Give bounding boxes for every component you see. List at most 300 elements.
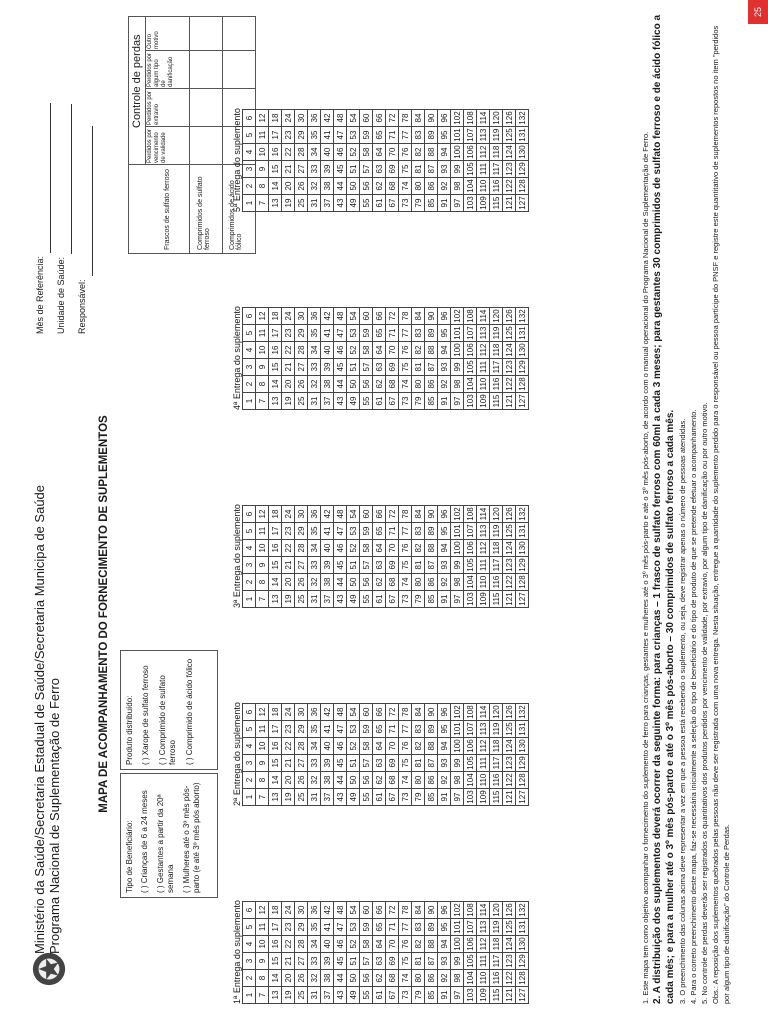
entrega-cell[interactable]: 7 [256,987,269,1004]
entrega-cell[interactable]: 10 [256,144,269,161]
entrega-cell[interactable]: 2 [243,970,256,987]
entrega-cell[interactable]: 110 [477,574,490,591]
entrega-cell[interactable]: 78 [399,902,412,919]
entrega-cell[interactable]: 16 [269,144,282,161]
entrega-cell[interactable]: 64 [373,738,386,755]
entrega-cell[interactable]: 7 [256,591,269,608]
entrega-cell[interactable]: 92 [438,178,451,195]
entrega-cell[interactable]: 41 [321,919,334,936]
entrega-cell[interactable]: 3 [243,557,256,574]
entrega-cell[interactable]: 47 [334,127,347,144]
entrega-cell[interactable]: 70 [386,738,399,755]
entrega-cell[interactable]: 84 [412,902,425,919]
entrega-cell[interactable]: 14 [269,970,282,987]
entrega-cell[interactable]: 6 [243,110,256,127]
entrega-cell[interactable]: 100 [452,145,462,159]
entrega-cell[interactable]: 62 [373,970,386,987]
entrega-cell[interactable]: 118 [490,936,503,953]
entrega-cell[interactable]: 67 [386,789,399,806]
entrega-cell[interactable]: 70 [386,144,399,161]
entrega-cell[interactable]: 44 [334,178,347,195]
entrega-cell[interactable]: 69 [386,161,399,178]
entrega-cell[interactable]: 58 [360,540,373,557]
entrega-cell[interactable]: 107 [465,920,475,934]
entrega-cell[interactable]: 60 [360,506,373,523]
entrega-cell[interactable]: 36 [308,902,321,919]
entrega-cell[interactable]: 6 [243,902,256,919]
entrega-cell[interactable]: 28 [295,342,308,359]
entrega-cell[interactable]: 131 [517,128,527,142]
entrega-cell[interactable]: 86 [425,178,438,195]
entrega-cell[interactable]: 117 [490,161,503,178]
entrega-cell[interactable]: 82 [412,342,425,359]
entrega-cell[interactable]: 29 [295,523,308,540]
unidade-field[interactable] [57,104,72,254]
entrega-cell[interactable]: 8 [256,178,269,195]
entrega-cell[interactable]: 45 [334,359,347,376]
entrega-cell[interactable]: 43 [334,393,347,410]
entrega-cell[interactable]: 123 [504,756,514,770]
entrega-cell[interactable]: 120 [491,111,501,125]
entrega-cell[interactable]: 131 [517,326,527,340]
entrega-cell[interactable]: 32 [308,970,321,987]
entrega-cell[interactable]: 127 [517,988,527,1002]
entrega-cell[interactable]: 48 [334,110,347,127]
entrega-cell[interactable]: 118 [490,738,503,755]
entrega-cell[interactable]: 109 [478,790,488,804]
product-option-sulfato[interactable]: ( ) Comprimido de sulfato ferroso [158,675,177,765]
entrega-cell[interactable]: 102 [452,903,462,917]
entrega-cell[interactable]: 32 [308,178,321,195]
entrega-cell[interactable]: 117 [490,953,503,970]
entrega-cell[interactable]: 9 [256,161,269,178]
entrega-cell[interactable]: 102 [452,309,462,323]
entrega-cell[interactable]: 54 [347,902,360,919]
entrega-cell[interactable]: 38 [321,376,334,393]
entrega-cell[interactable]: 72 [386,704,399,721]
entrega-cell[interactable]: 110 [477,178,490,195]
entrega-cell[interactable]: 71 [386,721,399,738]
entrega-cell[interactable]: 98 [451,772,464,789]
entrega-cell[interactable]: 64 [373,342,386,359]
entrega-cell[interactable]: 95 [438,127,451,144]
entrega-cell[interactable]: 6 [243,506,256,523]
entrega-cell[interactable]: 78 [399,110,412,127]
entrega-cell[interactable]: 116 [490,772,503,789]
entrega-cell[interactable]: 34 [308,342,321,359]
entrega-cell[interactable]: 87 [425,359,438,376]
entrega-cell[interactable]: 63 [373,755,386,772]
entrega-cell[interactable]: 19 [282,195,295,212]
entrega-cell[interactable]: 127 [517,196,527,210]
entrega-cell[interactable]: 30 [295,308,308,325]
entrega-cell[interactable]: 35 [308,127,321,144]
entrega-cell[interactable]: 43 [334,987,347,1004]
entrega-cell[interactable]: 78 [399,704,412,721]
entrega-cell[interactable]: 55 [360,987,373,1004]
entrega-cell[interactable]: 93 [438,755,451,772]
entrega-cell[interactable]: 83 [412,721,425,738]
entrega-cell[interactable]: 54 [347,506,360,523]
entrega-cell[interactable]: 119 [490,127,503,144]
entrega-cell[interactable]: 103 [465,592,475,606]
entrega-cell[interactable]: 35 [308,325,321,342]
entrega-cell[interactable]: 24 [282,704,295,721]
entrega-cell[interactable]: 20 [282,376,295,393]
entrega-cell[interactable]: 8 [256,376,269,393]
entrega-cell[interactable]: 15 [269,161,282,178]
entrega-cell[interactable]: 130 [517,343,527,357]
entrega-cell[interactable]: 33 [308,557,321,574]
entrega-cell[interactable]: 111 [477,755,490,772]
entrega-cell[interactable]: 46 [334,342,347,359]
entrega-cell[interactable]: 106 [465,343,475,357]
entrega-cell[interactable]: 90 [425,902,438,919]
entrega-cell[interactable]: 119 [490,325,503,342]
entrega-cell[interactable]: 29 [295,127,308,144]
entrega-cell[interactable]: 60 [360,308,373,325]
entrega-cell[interactable]: 64 [373,540,386,557]
beneficiary-option-gestantes[interactable]: ( ) Gestantes a partir da 20ª semana [156,794,175,893]
entrega-cell[interactable]: 106 [465,145,475,159]
entrega-cell[interactable]: 63 [373,359,386,376]
entrega-cell[interactable]: 104 [465,179,475,193]
entrega-cell[interactable]: 101 [452,326,462,340]
entrega-cell[interactable]: 128 [517,377,527,391]
entrega-cell[interactable]: 114 [477,902,490,919]
entrega-cell[interactable]: 71 [386,523,399,540]
entrega-cell[interactable]: 104 [465,971,475,985]
entrega-cell[interactable]: 46 [334,738,347,755]
entrega-cell[interactable]: 10 [256,738,269,755]
entrega-cell[interactable]: 116 [490,970,503,987]
entrega-cell[interactable]: 31 [308,591,321,608]
entrega-cell[interactable]: 15 [269,557,282,574]
entrega-cell[interactable]: 105 [465,162,475,176]
entrega-cell[interactable]: 95 [438,325,451,342]
entrega-cell[interactable]: 13 [269,789,282,806]
entrega-cell[interactable]: 131 [517,920,527,934]
entrega-cell[interactable]: 28 [295,738,308,755]
entrega-cell[interactable]: 23 [282,325,295,342]
entrega-cell[interactable]: 130 [517,145,527,159]
entrega-cell[interactable]: 114 [477,506,490,523]
entrega-cell[interactable]: 81 [412,953,425,970]
entrega-cell[interactable]: 29 [295,919,308,936]
entrega-cell[interactable]: 121 [504,196,514,210]
entrega-cell[interactable]: 90 [425,506,438,523]
entrega-cell[interactable]: 80 [412,772,425,789]
entrega-cell[interactable]: 20 [282,970,295,987]
entrega-cell[interactable]: 30 [295,704,308,721]
entrega-cell[interactable]: 122 [504,773,514,787]
entrega-cell[interactable]: 67 [386,987,399,1004]
entrega-cell[interactable]: 91 [438,393,451,410]
entrega-cell[interactable]: 18 [269,902,282,919]
entrega-cell[interactable]: 64 [373,936,386,953]
entrega-cell[interactable]: 53 [347,523,360,540]
entrega-cell[interactable]: 132 [517,903,527,917]
entrega-cell[interactable]: 62 [373,376,386,393]
entrega-cell[interactable]: 38 [321,970,334,987]
entrega-cell[interactable]: 58 [360,738,373,755]
entrega-cell[interactable]: 109 [478,592,488,606]
entrega-cell[interactable]: 106 [465,937,475,951]
entrega-cell[interactable]: 12 [256,902,269,919]
entrega-cell[interactable]: 4 [243,738,256,755]
entrega-cell[interactable]: 37 [321,195,334,212]
entrega-cell[interactable]: 69 [386,359,399,376]
entrega-cell[interactable]: 94 [438,144,451,161]
entrega-cell[interactable]: 32 [308,772,321,789]
entrega-cell[interactable]: 60 [360,704,373,721]
entrega-cell[interactable]: 48 [334,902,347,919]
entrega-cell[interactable]: 112 [477,936,490,953]
entrega-cell[interactable]: 17 [269,721,282,738]
entrega-cell[interactable]: 50 [347,772,360,789]
entrega-cell[interactable]: 125 [504,722,514,736]
entrega-cell[interactable]: 16 [269,540,282,557]
entrega-cell[interactable]: 31 [308,987,321,1004]
entrega-cell[interactable]: 51 [347,557,360,574]
entrega-cell[interactable]: 92 [438,376,451,393]
entrega-cell[interactable]: 23 [282,127,295,144]
entrega-cell[interactable]: 111 [477,557,490,574]
entrega-cell[interactable]: 120 [491,903,501,917]
entrega-cell[interactable]: 66 [373,506,386,523]
entrega-cell[interactable]: 104 [465,377,475,391]
entrega-cell[interactable]: 80 [412,574,425,591]
entrega-cell[interactable]: 105 [465,558,475,572]
entrega-cell[interactable]: 18 [269,704,282,721]
entrega-cell[interactable]: 4 [243,342,256,359]
entrega-cell[interactable]: 64 [373,144,386,161]
entrega-cell[interactable]: 127 [517,592,527,606]
entrega-cell[interactable]: 121 [504,394,514,408]
entrega-cell[interactable]: 114 [477,308,490,325]
entrega-cell[interactable]: 37 [321,789,334,806]
entrega-cell[interactable]: 93 [438,557,451,574]
entrega-cell[interactable]: 18 [269,308,282,325]
entrega-cell[interactable]: 17 [269,523,282,540]
entrega-cell[interactable]: 122 [504,377,514,391]
entrega-cell[interactable]: 68 [386,970,399,987]
entrega-cell[interactable]: 97 [451,789,464,806]
entrega-cell[interactable]: 61 [373,789,386,806]
entrega-cell[interactable]: 88 [425,144,438,161]
entrega-cell[interactable]: 21 [282,161,295,178]
entrega-cell[interactable]: 119 [490,721,503,738]
entrega-cell[interactable]: 5 [243,127,256,144]
entrega-cell[interactable]: 72 [386,308,399,325]
entrega-cell[interactable]: 121 [504,988,514,1002]
entrega-cell[interactable]: 1 [243,195,256,212]
entrega-cell[interactable]: 25 [295,195,308,212]
entrega-cell[interactable]: 68 [386,574,399,591]
entrega-cell[interactable]: 85 [425,195,438,212]
entrega-cell[interactable]: 125 [504,326,514,340]
entrega-cell[interactable]: 23 [282,721,295,738]
entrega-cell[interactable]: 68 [386,178,399,195]
entrega-cell[interactable]: 62 [373,574,386,591]
entrega-cell[interactable]: 72 [386,110,399,127]
entrega-cell[interactable]: 129 [517,756,527,770]
entrega-cell[interactable]: 31 [308,195,321,212]
entrega-cell[interactable]: 65 [373,721,386,738]
entrega-cell[interactable]: 15 [269,755,282,772]
entrega-cell[interactable]: 115 [490,987,503,1004]
entrega-cell[interactable]: 67 [386,591,399,608]
entrega-cell[interactable]: 65 [373,919,386,936]
entrega-cell[interactable]: 91 [438,195,451,212]
entrega-cell[interactable]: 44 [334,970,347,987]
entrega-cell[interactable]: 21 [282,359,295,376]
entrega-cell[interactable]: 87 [425,557,438,574]
entrega-cell[interactable]: 7 [256,789,269,806]
entrega-cell[interactable]: 83 [412,325,425,342]
entrega-cell[interactable]: 70 [386,936,399,953]
entrega-cell[interactable]: 98 [451,178,464,195]
entrega-cell[interactable]: 12 [256,308,269,325]
responsavel-field[interactable] [78,126,93,276]
entrega-cell[interactable]: 124 [504,937,514,951]
entrega-cell[interactable]: 51 [347,755,360,772]
entrega-cell[interactable]: 76 [399,936,412,953]
entrega-cell[interactable]: 111 [477,953,490,970]
entrega-cell[interactable]: 52 [347,738,360,755]
entrega-cell[interactable]: 86 [425,772,438,789]
entrega-cell[interactable]: 34 [308,540,321,557]
entrega-cell[interactable]: 84 [412,110,425,127]
entrega-cell[interactable]: 54 [347,704,360,721]
entrega-cell[interactable]: 69 [386,953,399,970]
entrega-cell[interactable]: 15 [269,953,282,970]
entrega-cell[interactable]: 123 [504,360,514,374]
entrega-cell[interactable]: 104 [465,773,475,787]
entrega-cell[interactable]: 53 [347,721,360,738]
entrega-cell[interactable]: 1 [243,789,256,806]
entrega-cell[interactable]: 5 [243,721,256,738]
entrega-cell[interactable]: 88 [425,936,438,953]
entrega-cell[interactable]: 1 [243,987,256,1004]
entrega-cell[interactable]: 127 [517,394,527,408]
entrega-cell[interactable]: 97 [451,393,464,410]
entrega-cell[interactable]: 2 [243,376,256,393]
entrega-cell[interactable]: 32 [308,574,321,591]
entrega-cell[interactable]: 45 [334,557,347,574]
entrega-cell[interactable]: 56 [360,772,373,789]
entrega-cell[interactable]: 114 [477,110,490,127]
entrega-cell[interactable]: 62 [373,178,386,195]
entrega-cell[interactable]: 113 [477,325,490,342]
entrega-cell[interactable]: 78 [399,506,412,523]
entrega-cell[interactable]: 94 [438,738,451,755]
entrega-cell[interactable]: 115 [490,591,503,608]
entrega-cell[interactable]: 86 [425,376,438,393]
entrega-cell[interactable]: 85 [425,987,438,1004]
entrega-cell[interactable]: 126 [504,111,514,125]
entrega-cell[interactable]: 30 [295,902,308,919]
entrega-cell[interactable]: 35 [308,721,321,738]
entrega-cell[interactable]: 79 [412,987,425,1004]
entrega-cell[interactable]: 44 [334,376,347,393]
entrega-cell[interactable]: 18 [269,110,282,127]
entrega-cell[interactable]: 57 [360,557,373,574]
entrega-cell[interactable]: 78 [399,308,412,325]
entrega-cell[interactable]: 38 [321,574,334,591]
entrega-cell[interactable]: 129 [517,558,527,572]
entrega-cell[interactable]: 129 [517,954,527,968]
entrega-cell[interactable]: 113 [477,919,490,936]
entrega-cell[interactable]: 10 [256,342,269,359]
entrega-cell[interactable]: 130 [517,541,527,555]
entrega-cell[interactable]: 66 [373,902,386,919]
entrega-cell[interactable]: 52 [347,936,360,953]
entrega-cell[interactable]: 37 [321,591,334,608]
entrega-cell[interactable]: 43 [334,591,347,608]
entrega-cell[interactable]: 62 [373,772,386,789]
entrega-cell[interactable]: 125 [504,128,514,142]
entrega-cell[interactable]: 87 [425,755,438,772]
entrega-cell[interactable]: 56 [360,970,373,987]
entrega-cell[interactable]: 97 [451,987,464,1004]
entrega-cell[interactable]: 22 [282,144,295,161]
entrega-cell[interactable]: 26 [295,970,308,987]
entrega-cell[interactable]: 94 [438,540,451,557]
entrega-cell[interactable]: 79 [412,789,425,806]
entrega-cell[interactable]: 79 [412,591,425,608]
entrega-cell[interactable]: 77 [399,919,412,936]
entrega-cell[interactable]: 74 [399,574,412,591]
entrega-cell[interactable]: 74 [399,376,412,393]
entrega-cell[interactable]: 103 [465,790,475,804]
entrega-cell[interactable]: 63 [373,953,386,970]
entrega-cell[interactable]: 66 [373,308,386,325]
entrega-cell[interactable]: 12 [256,110,269,127]
entrega-cell[interactable]: 131 [517,524,527,538]
entrega-cell[interactable]: 44 [334,574,347,591]
entrega-cell[interactable]: 104 [465,575,475,589]
entrega-cell[interactable]: 30 [295,110,308,127]
entrega-cell[interactable]: 34 [308,738,321,755]
entrega-cell[interactable]: 61 [373,987,386,1004]
entrega-cell[interactable]: 99 [451,755,464,772]
entrega-cell[interactable]: 2 [243,574,256,591]
entrega-cell[interactable]: 86 [425,970,438,987]
entrega-cell[interactable]: 110 [477,970,490,987]
entrega-cell[interactable]: 58 [360,936,373,953]
entrega-cell[interactable]: 24 [282,308,295,325]
entrega-cell[interactable]: 3 [243,161,256,178]
entrega-cell[interactable]: 46 [334,936,347,953]
entrega-cell[interactable]: 82 [412,144,425,161]
entrega-cell[interactable]: 36 [308,704,321,721]
entrega-cell[interactable]: 56 [360,574,373,591]
entrega-cell[interactable]: 38 [321,178,334,195]
entrega-cell[interactable]: 83 [412,523,425,540]
entrega-cell[interactable]: 25 [295,789,308,806]
entrega-cell[interactable]: 31 [308,393,321,410]
entrega-cell[interactable]: 70 [386,342,399,359]
entrega-cell[interactable]: 14 [269,772,282,789]
entrega-cell[interactable]: 115 [490,789,503,806]
entrega-cell[interactable]: 42 [321,110,334,127]
product-option-acido[interactable]: ( ) Comprimido de ácido fólico [185,658,194,765]
entrega-cell[interactable]: 1 [243,393,256,410]
entrega-cell[interactable]: 92 [438,970,451,987]
entrega-cell[interactable]: 101 [452,722,462,736]
entrega-cell[interactable]: 113 [477,523,490,540]
